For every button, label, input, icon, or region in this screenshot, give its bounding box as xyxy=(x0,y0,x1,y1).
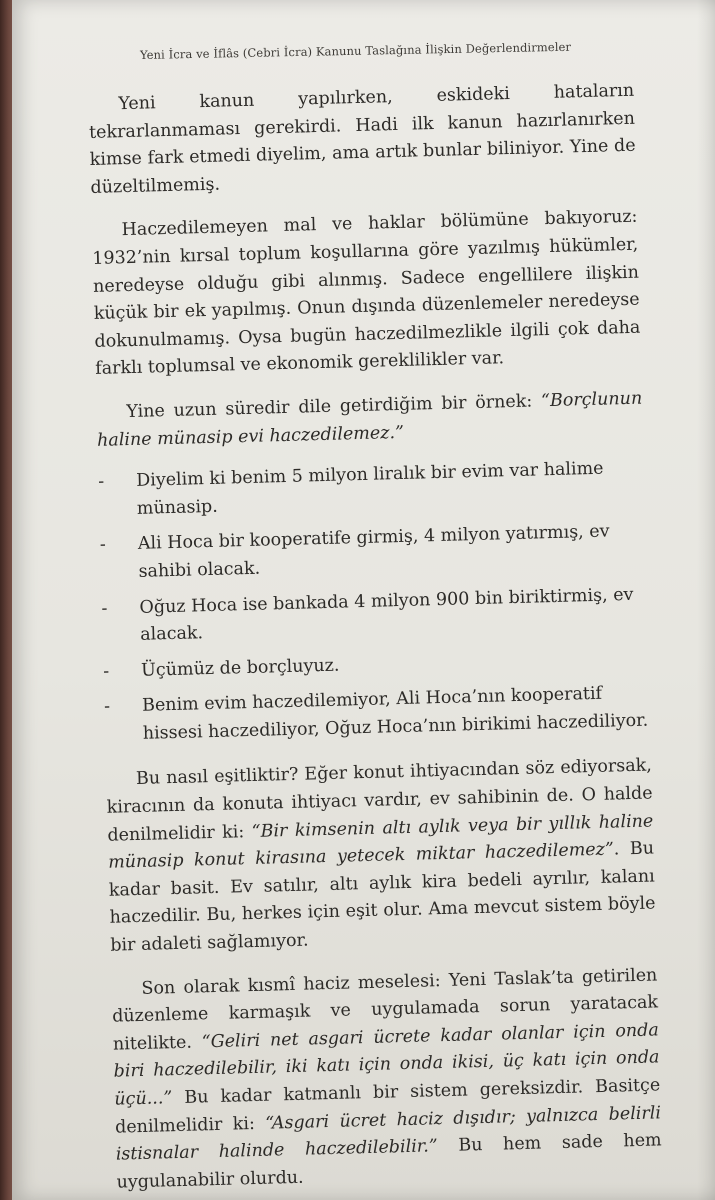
paragraph-4-text-b: . Bu kadar basit. Ev satılır, altı aylık kira bedeli ayrılır, kalanı haczedilir. Bu, herkes için eşit olur. Ama mevcut sistem böyle bir adaleti sağlamıyor. xyxy=(108,838,656,956)
paragraph-4-text-a: Bu nasıl eşitliktir? Eğer konut ihtiyacından söz ediyorsak, kiracının da konuta ihtiyacı vardır, ev sahibinin de. O halde denilmelidir ki: xyxy=(106,755,653,846)
page-text-body xyxy=(88,78,663,1200)
book-page xyxy=(12,0,715,1200)
paragraph-2: Haczedilemeyen mal ve haklar bölümüne bakıyoruz: 1932’nin kırsal toplum koşullarına göre yazılmış hükümler, neredeyse olduğu gibi alınmış. Sadece engellilere ilişkin küçük bir ek yapılmış. Onun dışında düzenlemeler neredeyse dokunulmamış. Oysa bugün haczedilmezlikle ilgili çok daha farklı toplumsal ve ekonomik gereklilikler var. xyxy=(92,207,641,380)
bullet-dash: - xyxy=(102,661,110,682)
paragraph-5-quote-2: “Asgari ücret haciz dışıdır; yalnızca belirli istisnalar halinde haczedilebilir.” xyxy=(115,1102,662,1165)
list-item xyxy=(103,644,650,686)
paragraph-5 xyxy=(111,962,663,1197)
list-item xyxy=(104,680,651,749)
bullet-dash: - xyxy=(99,535,107,556)
paragraph-4-quote: “Bir kimsenin altı aylık veya bir yıllık haline münasip konut kirasına yetecek miktar haczedilemez” xyxy=(107,811,654,873)
list-item-text: Diyelim ki benim 5 milyon liralık bir evim var halime münasip. xyxy=(135,458,604,519)
list-item xyxy=(98,455,645,524)
paragraph-4 xyxy=(106,753,657,960)
running-head: Yeni İcra ve İflâs (Cebri İcra) Kanunu Taslağına İlişkin Değerlendirmeler xyxy=(139,39,572,62)
page-edge-shadow xyxy=(697,0,715,1200)
list-item-text: Ali Hoca bir kooperatife girmiş, 4 milyon yatırmış, ev sahibi olacak. xyxy=(137,521,610,582)
paragraph-5-text-b: Bu kadar katmanlı bir sistem gereksizdir. Basitçe denilmelidir ki: xyxy=(114,1075,661,1138)
bullet-dash: - xyxy=(103,696,111,718)
paragraph-5-text-c: Bu hem sade hem uygulanabilir olurdu. xyxy=(116,1130,662,1193)
paragraph-3 xyxy=(96,386,643,455)
example-list xyxy=(98,455,651,750)
list-item xyxy=(101,581,648,650)
paragraph-3-intro: Yine uzun süredir dile getirdiğim bir örnek: xyxy=(126,391,542,423)
bullet-dash: - xyxy=(101,598,108,619)
bullet-dash: - xyxy=(97,471,105,492)
list-item-text: Üçümüz de borçluyuz. xyxy=(140,655,340,681)
paragraph-5-text-a: Son olarak kısmî haciz meselesi: Yeni Taslak’ta getirilen düzenleme karmaşık ve uygulamada sorun yaratacak nitelikte. xyxy=(111,965,659,1055)
paragraph-5-quote-1: “Geliri net asgari ücrete kadar olanlar için onda biri haczedilebilir, iki katı için onda ikisi, üç katı için onda üçü...” xyxy=(113,1020,660,1110)
list-item xyxy=(100,518,647,587)
list-item-text: Oğuz Hoca ise bankada 4 milyon 900 bin biriktirmiş, ev alacak. xyxy=(139,584,634,645)
paragraph-1: Yeni kanun yapılırken, eskideki hataların tekrarlanmaması gerekirdi. Hadi ilk kanun hazırlanırken kimse fark etmedi diyelim, ama artık bunlar biliniyor. Yine de düzeltilmemiş. xyxy=(88,80,636,198)
list-item-text: Benim evim haczedilemiyor, Ali Hoca’nın kooperatif hissesi haczediliyor, Oğuz Hoca’nın birikimi haczediliyor. xyxy=(141,684,649,744)
paragraph-3-quote: “Borçlunun haline münasip evi haczedilemez.” xyxy=(96,388,643,451)
